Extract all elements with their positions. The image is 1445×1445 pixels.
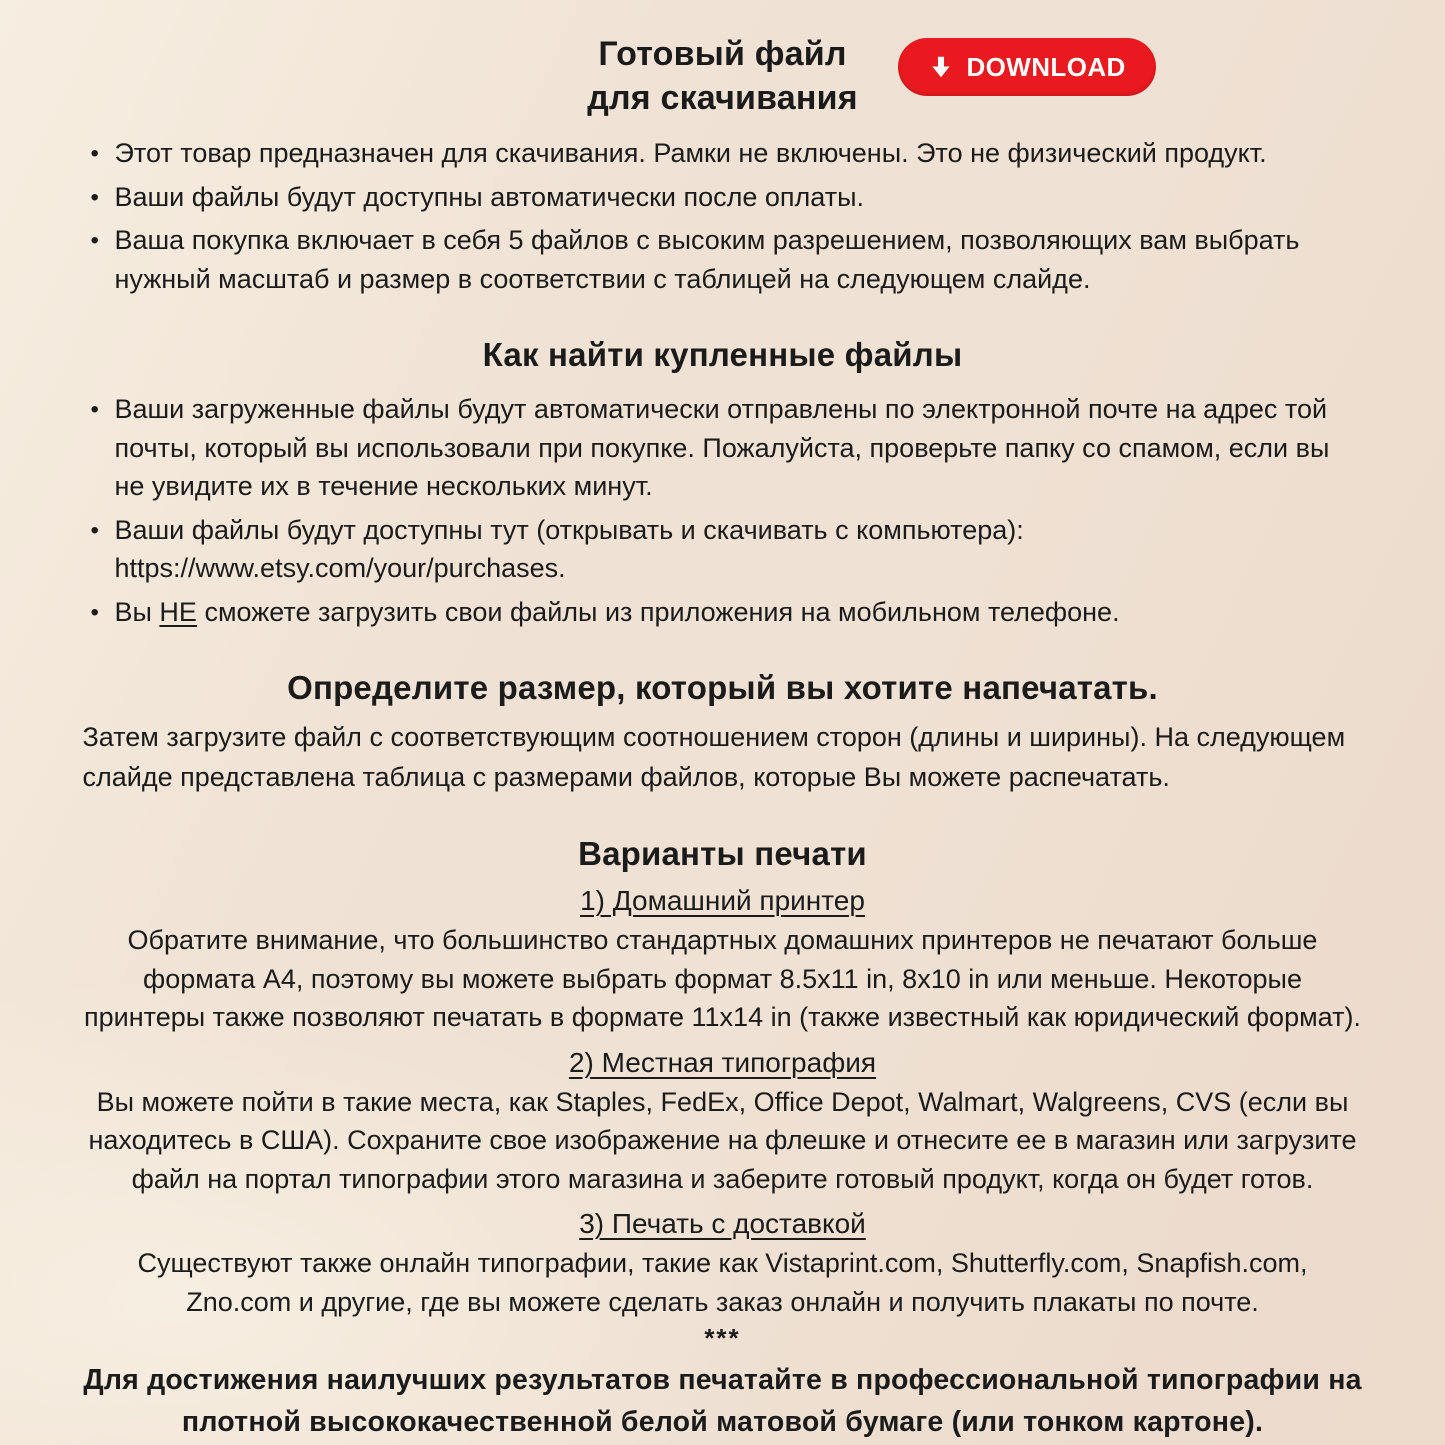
find-files-list [83,390,1363,631]
list-item: • Этот товар предназначен для скачивания. Рамки не включены. Это не физический продукт. [115,134,1363,173]
print-option-title: 3) Печать с доставкой [579,1208,866,1239]
section-heading-find-files: Как найти купленные файлы [482,336,963,373]
header [83,32,1363,120]
list-item [115,593,1363,632]
list-item: • Ваши файлы будут доступны автоматически после оплаты. [115,178,1363,217]
list-item: • Ваша покупка включает в себя 5 файлов с высоким разрешением, позволяющих вам выбрать нужный масштаб и размер в соответствии с таблицей на следующем слайде. [115,221,1363,298]
purchases-url-prefix: Ваши файлы будут доступны тут (открывать и скачивать с компьютера): [114,514,1024,545]
print-option-title: 1) Домашний принтер [580,885,865,916]
print-option-home-printer [83,881,1363,1037]
purchases-url: https://www.etsy.com/your/purchases. [114,553,566,583]
print-option-online-delivery [83,1204,1363,1321]
page-title [83,32,1363,120]
content-column [83,0,1363,1443]
print-option-local-print-shop [83,1043,1363,1199]
download-info-list [83,134,1363,298]
list-item: • Ваши загруженные файлы будут автоматически отправлены по электронной почте на адрес той почты, который вы использовали при покупке. Пожалуйста, проверьте папку со спамом, если вы не увидите их в течение нескольких минут. [115,390,1363,506]
download-arrow-icon [928,54,954,80]
footer-note: Для достижения наилучших результатов печатайте в профессиональной типографии на плотной высококачественной белой матовой бумаге (или тонком картоне). [83,1364,1362,1438]
download-button-label: DOWNLOAD [966,51,1126,82]
print-option-body: Обратите внимание, что большинство стандартных домашних принтеров не печатают больше формата А4, поэтому вы можете выбрать формат 8.5x11 in, 8x10 in или меньше. Некоторые принтеры также позволяют печатать в формате 11x14 in (также известный как юридический формат). [84,925,1361,1032]
separator-asterisks: *** [704,1323,741,1353]
section-heading-print-options: Варианты печати [578,835,867,872]
page-title-line-2: для скачивания [587,79,858,117]
download-button[interactable] [898,38,1156,96]
mobile-note-emphasis: НЕ [159,596,197,627]
print-option-body: Вы можете пойти в такие места, как Staples, FedEx, Office Depot, Walmart, Walgreens, CVS (если вы находитесь в США). Сохраните свое изображение на флешке и отнесите ее в магазин или загрузите файл на портал типографии этого магазина и заберите готовый продукт, когда он будет готов. [88,1086,1357,1194]
section-heading-choose-size: Определите размер, который вы хотите напечатать. [287,669,1158,706]
print-option-body: Существуют также онлайн типографии, такие как Vistaprint.com, Shutterfly.com, Snapfish.com, Zno.com и другие, где вы можете сделать заказ онлайн и получить плакаты по почте. [137,1248,1308,1317]
print-option-title: 2) Местная типография [568,1046,877,1078]
choose-size-text: Затем загрузите файл с соответствующим соотношением сторон (длины и ширины). На следующем слайде представлена таблица с размерами файлов, которые Вы можете распечатать. [82,722,1346,792]
mobile-note-suffix: сможете загрузить свои файлы из приложения на мобильном телефоне. [196,596,1120,627]
list-item [115,511,1363,588]
mobile-note-prefix: Вы [114,596,160,627]
page-title-line-1: Готовый файл [598,35,847,73]
